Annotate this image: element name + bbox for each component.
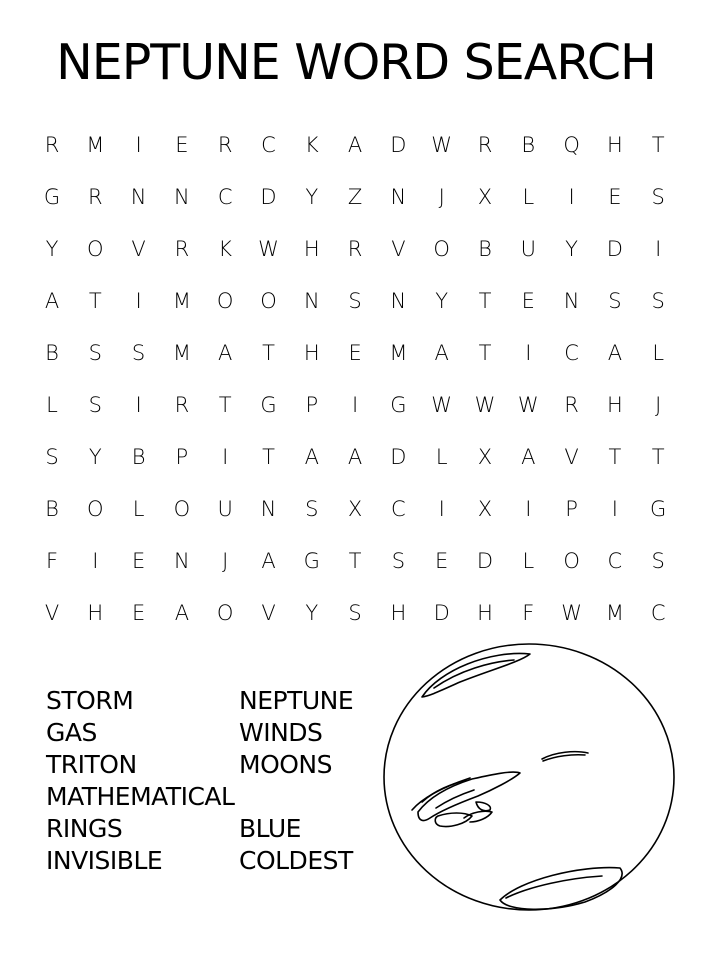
grid-letter: I — [135, 289, 142, 313]
grid-letter: A — [174, 601, 190, 625]
grid-letter: J — [438, 185, 445, 209]
grid-letter: P — [305, 393, 319, 417]
grid-letter: H — [87, 601, 104, 625]
grid-letter: A — [434, 341, 449, 365]
grid-letter: A — [261, 549, 276, 573]
grid-letter: C — [217, 185, 233, 209]
grid-row — [44, 289, 672, 317]
grid-letter: P — [175, 445, 189, 469]
grid-letter: Y — [88, 445, 102, 469]
grid-letter: P — [565, 497, 578, 521]
grid-letter: R — [477, 133, 493, 157]
grid-letter: W — [431, 393, 453, 417]
grid-letter: N — [174, 549, 190, 573]
grid-letter: Z — [347, 185, 363, 209]
grid-letter: T — [348, 549, 362, 573]
word-list-item: MOONS — [239, 750, 332, 779]
grid-letter: C — [650, 601, 666, 625]
grid-row — [46, 393, 672, 421]
word-list — [46, 688, 376, 888]
grid-row — [45, 237, 672, 265]
grid-letter: D — [606, 237, 623, 261]
grid-letter: N — [390, 289, 407, 313]
grid-letter: R — [174, 237, 190, 261]
word-list-item: MATHEMATICAL — [46, 782, 235, 811]
grid-letter: B — [45, 341, 59, 365]
grid-letter: D — [476, 549, 494, 573]
grid-row — [45, 445, 672, 473]
word-list-item: BLUE — [239, 814, 301, 843]
grid-letter: A — [521, 445, 536, 469]
grid-letter: M — [605, 601, 624, 625]
grid-letter: M — [86, 133, 105, 157]
neptune-planet-icon — [380, 640, 680, 920]
grid-letter: S — [651, 549, 665, 573]
grid-letter: G — [303, 549, 320, 573]
grid-letter: L — [522, 185, 535, 209]
grid-letter: W — [561, 601, 582, 625]
grid-letter: E — [131, 549, 146, 573]
grid-letter: R — [174, 393, 190, 417]
grid-letter: N — [130, 185, 147, 209]
grid-letter: I — [655, 237, 662, 261]
grid-row — [45, 341, 672, 369]
grid-letter: E — [608, 185, 622, 209]
grid-letter: A — [607, 341, 623, 365]
grid-letter: O — [87, 497, 104, 521]
grid-letter: L — [522, 549, 535, 573]
grid-letter: O — [563, 549, 580, 573]
grid-letter: I — [351, 393, 359, 417]
grid-letter: A — [218, 341, 233, 365]
grid-letter: A — [347, 133, 363, 157]
grid-row — [44, 601, 672, 629]
grid-letter: G — [43, 185, 61, 209]
word-list-item: RINGS — [46, 814, 123, 843]
grid-letter: C — [261, 133, 276, 157]
grid-letter: H — [390, 601, 407, 625]
grid-letter: Y — [305, 601, 319, 625]
grid-letter: T — [218, 393, 232, 417]
grid-letter: M — [172, 341, 191, 365]
word-list-item: INVISIBLE — [46, 846, 163, 875]
grid-letter: L — [435, 445, 448, 469]
grid-letter: I — [525, 497, 532, 521]
grid-letter: R — [217, 133, 233, 157]
grid-letter: W — [474, 393, 496, 417]
grid-letter: I — [611, 497, 618, 521]
grid-letter: L — [132, 497, 145, 521]
grid-letter: H — [477, 601, 493, 625]
grid-letter: K — [304, 133, 319, 157]
grid-letter: I — [525, 341, 532, 365]
grid-letter: G — [650, 497, 667, 521]
grid-letter: F — [45, 549, 59, 573]
grid-letter: S — [391, 549, 406, 573]
grid-letter: S — [651, 289, 665, 313]
grid-letter: Y — [565, 237, 578, 261]
word-list-item: GAS — [46, 718, 97, 747]
word-list-item: STORM — [46, 686, 134, 715]
grid-letter: K — [218, 237, 233, 261]
grid-letter: O — [433, 237, 450, 261]
grid-letter: R — [44, 133, 60, 157]
grid-letter: O — [216, 601, 234, 625]
grid-letter: E — [348, 341, 362, 365]
grid-letter: V — [44, 601, 60, 625]
grid-row — [45, 549, 672, 577]
grid-letter: H — [303, 341, 320, 365]
grid-letter: V — [391, 237, 406, 261]
grid-letter: T — [651, 133, 665, 157]
grid-letter: J — [222, 549, 229, 573]
grid-letter: B — [521, 133, 536, 157]
grid-letter: S — [88, 341, 102, 365]
grid-letter: D — [433, 601, 450, 625]
grid-letter: Q — [563, 133, 580, 157]
grid-letter: S — [348, 601, 362, 625]
grid-letter: Y — [45, 237, 59, 261]
grid-letter: G — [260, 393, 277, 417]
grid-letter: B — [478, 237, 492, 261]
grid-letter: A — [347, 445, 363, 469]
grid-letter: C — [607, 549, 623, 573]
grid-letter: I — [568, 185, 575, 209]
grid-letter: T — [262, 445, 275, 469]
grid-letter: M — [172, 289, 191, 313]
word-list-item: COLDEST — [239, 846, 353, 875]
grid-letter: X — [477, 497, 493, 521]
grid-letter: U — [217, 497, 233, 521]
grid-letter: D — [390, 445, 407, 469]
grid-letter: V — [261, 601, 276, 625]
grid-letter: T — [478, 341, 492, 365]
grid-letter: B — [45, 497, 59, 521]
grid-letter: N — [174, 185, 190, 209]
grid-letter: O — [260, 289, 277, 313]
grid-row — [44, 133, 672, 161]
grid-letter: R — [88, 185, 103, 209]
word-list-item: NEPTUNE — [239, 686, 354, 715]
grid-letter: D — [260, 185, 277, 209]
grid-letter: E — [435, 549, 449, 573]
grid-row — [45, 497, 672, 525]
grid-letter: S — [131, 341, 146, 365]
grid-letter: S — [348, 289, 362, 313]
grid-letter: A — [44, 289, 60, 313]
grid-letter: C — [564, 341, 579, 365]
grid-letter: L — [652, 341, 665, 365]
grid-letter: R — [564, 393, 579, 417]
grid-letter: E — [175, 133, 189, 157]
grid-letter: V — [131, 237, 146, 261]
grid-letter: W — [517, 393, 539, 417]
grid-letter: N — [303, 289, 320, 313]
grid-letter: Y — [305, 185, 319, 209]
grid-letter: O — [87, 237, 104, 261]
grid-letter: S — [608, 289, 622, 313]
grid-letter: I — [92, 549, 99, 573]
grid-letter: N — [260, 497, 277, 521]
grid-letter: E — [131, 601, 146, 625]
grid-letter: W — [258, 237, 279, 261]
grid-letter: R — [347, 237, 363, 261]
grid-letter: T — [478, 289, 492, 313]
grid-letter: B — [131, 445, 146, 469]
grid-letter: I — [135, 393, 142, 417]
grid-letter: S — [88, 393, 102, 417]
grid-letter: W — [431, 133, 453, 157]
grid-letter: X — [477, 445, 493, 469]
grid-letter: X — [477, 185, 493, 209]
grid-letter: J — [655, 393, 662, 417]
grid-letter: Y — [435, 289, 449, 313]
grid-letter: S — [305, 497, 319, 521]
word-list-item: TRITON — [46, 750, 137, 779]
page-title: NEPTUNE WORD SEARCH — [56, 34, 656, 91]
grid-letter: I — [438, 497, 445, 521]
grid-letter: L — [46, 393, 58, 417]
word-list-item: WINDS — [239, 718, 323, 747]
grid-letter: C — [391, 497, 406, 521]
grid-letter: S — [651, 185, 665, 209]
grid-letter: T — [651, 445, 665, 469]
grid-letter: H — [606, 393, 623, 417]
grid-letter: M — [389, 341, 408, 365]
grid-letter: O — [216, 289, 234, 313]
grid-letter: I — [135, 133, 142, 157]
grid-letter: N — [390, 185, 407, 209]
grid-letter: H — [303, 237, 320, 261]
grid-letter: N — [563, 289, 580, 313]
grid-letter: G — [390, 393, 407, 417]
grid-row — [43, 185, 672, 213]
grid-letter: U — [520, 237, 536, 261]
grid-letter: A — [304, 445, 319, 469]
grid-letter: V — [564, 445, 579, 469]
grid-letter: D — [390, 133, 407, 157]
grid-letter: O — [173, 497, 191, 521]
grid-letter: X — [347, 497, 363, 521]
grid-letter: T — [262, 341, 275, 365]
grid-letter: T — [88, 289, 102, 313]
grid-letter: S — [45, 445, 59, 469]
grid-letter: H — [606, 133, 623, 157]
grid-letter: T — [608, 445, 622, 469]
grid-letter: I — [222, 445, 229, 469]
grid-letter: E — [521, 289, 535, 313]
grid-letter: F — [522, 601, 535, 625]
